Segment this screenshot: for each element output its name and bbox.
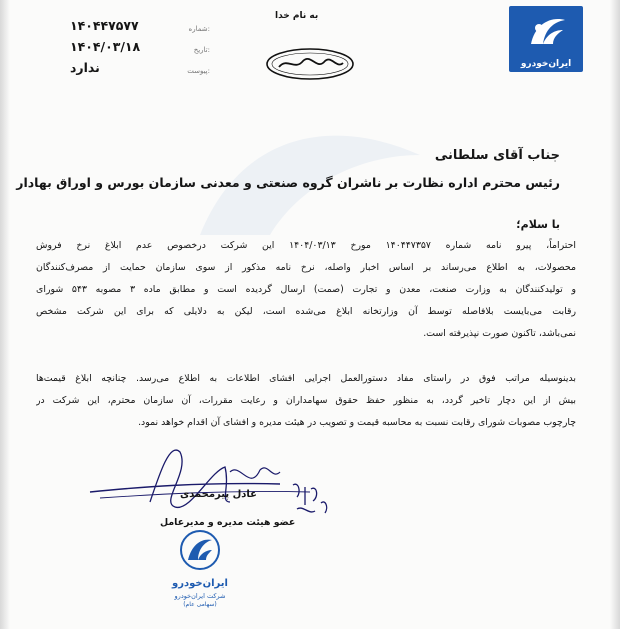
- meta-attachment: ندارد پیوست:: [70, 60, 210, 75]
- footer-logo: [150, 530, 250, 608]
- meta-number: ۱۴۰۴۴۷۵۷۷ شماره:: [70, 18, 210, 33]
- calligraphy-seal-icon: [265, 47, 355, 81]
- footer-brand-text: ایران‌خودرو: [172, 578, 228, 589]
- addressee-position: رئیس محترم اداره نظارت بر ناشران گروه صنعتی و معدنی سازمان بورس و اوراق بهادار: [16, 175, 560, 190]
- signatory-title: عضو هیئت مدیره و مدیرعامل: [160, 517, 296, 528]
- car-emblem-icon: [180, 530, 220, 570]
- text-line: و تولیدکنندگان به وزارت صنعت، معدن و تجارت (صمت) ارسال گردیده است و مطابق ماده ۳ مصوبه ۵۴۳ شورای: [36, 284, 576, 295]
- footer-company-name: شرکت ایران‌خودرو: [174, 592, 226, 600]
- text-line: رقابت می‌بایست بلافاصله توسط آن وزارتخانه ابلاغ می‌شده است، لیکن به دلایلی که برای این شرکت مشخص: [36, 306, 576, 317]
- meta-date: ۱۴۰۴/۰۳/۱۸ تاریخ:: [70, 39, 210, 54]
- letter-meta: [70, 12, 210, 75]
- signatory-name: عادل پیرمحمدی: [180, 489, 257, 500]
- text-line: نمی‌باشد، تاکنون صورت نپذیرفته است.: [423, 328, 576, 339]
- page-edge-right: [610, 0, 620, 629]
- greeting: با سلام؛: [516, 218, 560, 231]
- text-line: احتراماً، پیرو نامه شماره ۱۴۰۴۴۷۳۵۷ مورخ ۱۴۰۴/۰۳/۱۳ این شرکت درخصوص عدم ابلاغ نرخ فروش: [36, 240, 576, 251]
- text-line: بیش از این دچار تاخیر گردد، به منظور حفظ حقوق سهامداران و رعایت مقررات، آن سازمان محترم، این شرکت در: [36, 395, 576, 406]
- basmala: به نام خدا: [275, 11, 319, 21]
- car-emblem-icon: [509, 6, 583, 56]
- text-line: چارچوب مصوبات شورای رقابت نسبت به محاسبه قیمت و تصویب در هیئت مدیره و افشای آن اقدام خواهد نمود.: [138, 417, 576, 428]
- text-line: محصولات، به اطلاع می‌رساند بر اساس اخبار واصله، نرخ نامه مذکور از سوی سازمان حمایت از مصرف‌کنندگان: [36, 262, 576, 273]
- logo-brand-text: ایران‌خودرو: [520, 59, 572, 69]
- company-logo: [509, 6, 583, 72]
- addressee-name: جناب آقای سلطانی: [434, 148, 560, 163]
- body-paragraph-1: [36, 235, 576, 345]
- body-paragraph-2: [36, 368, 576, 434]
- text-line: بدینوسیله مراتب فوق در راستای مفاد دستورالعمل اجرایی افشای اطلاعات به اطلاع می‌رسد. چنانچه ابلاغ قیمت‌ها: [36, 373, 576, 384]
- footer-company-type: (سهامی عام): [183, 601, 217, 608]
- page-edge-left: [0, 0, 10, 629]
